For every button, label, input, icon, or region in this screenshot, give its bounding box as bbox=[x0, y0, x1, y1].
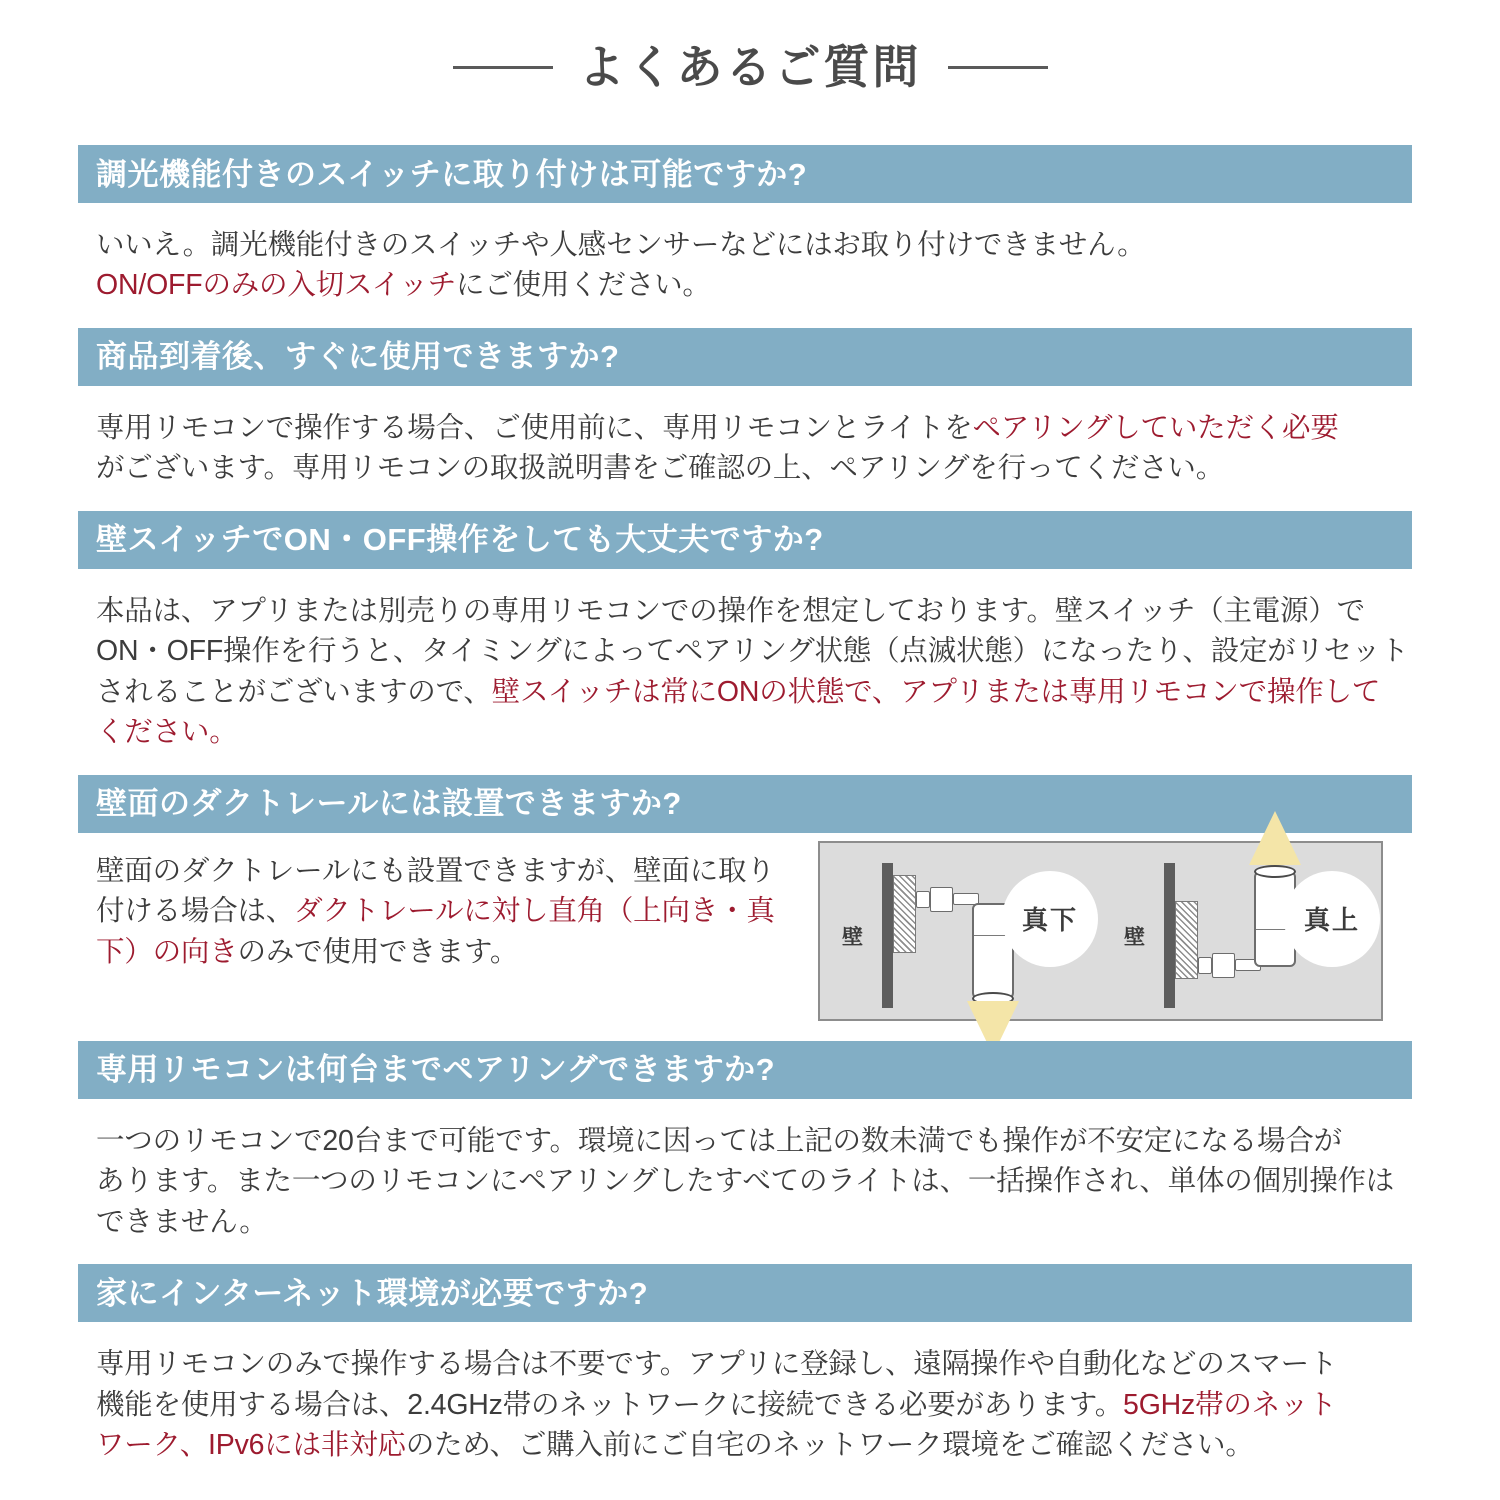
answer-highlight-text: ください。 bbox=[96, 716, 238, 749]
faq-question-bar[interactable] bbox=[78, 328, 1412, 386]
answer-text: ON・OFF操作を行うと、タイミングによってペアリング状態（点滅状態）になったり、設定がリセット bbox=[96, 635, 1409, 668]
answer-text: 壁面のダクトレールにも設置できますが、壁面に取り bbox=[96, 854, 775, 887]
fixture-lens bbox=[1254, 865, 1296, 878]
faq-answer-block bbox=[78, 1322, 1412, 1465]
faq-answer-text-block bbox=[96, 225, 1412, 306]
faq-question-bar[interactable] bbox=[78, 775, 1412, 833]
direction-badge bbox=[1284, 871, 1380, 967]
faq-answer-text-block bbox=[96, 1121, 1412, 1242]
answer-line bbox=[96, 672, 1412, 712]
answer-text: にご使用ください。 bbox=[456, 269, 711, 302]
faq-answer-text-block bbox=[96, 408, 1412, 489]
answer-text: のみで使用できます。 bbox=[237, 935, 519, 968]
answer-line bbox=[96, 932, 818, 972]
faq-question-bar[interactable] bbox=[78, 145, 1412, 203]
answer-line bbox=[96, 631, 1412, 671]
answer-line bbox=[96, 712, 1412, 752]
answer-highlight-text: ダクトレールに対し直角（上向き・真 bbox=[294, 895, 775, 928]
wall-label: 壁 bbox=[1124, 925, 1146, 949]
wall-label: 壁 bbox=[842, 925, 864, 949]
answer-line bbox=[96, 1425, 1412, 1465]
rail-adapter-body bbox=[1212, 953, 1235, 978]
faq-list bbox=[78, 145, 1412, 1488]
answer-line bbox=[96, 1161, 1412, 1201]
faq-question-text: 家にインターネット環境が必要ですか? bbox=[96, 1275, 649, 1311]
answer-highlight-text: 下）の向き bbox=[96, 935, 238, 968]
answer-line bbox=[96, 591, 1412, 631]
faq-answer-block bbox=[78, 386, 1412, 489]
mounting-diagram-scene bbox=[820, 843, 1102, 1019]
mounting-diagram-scene bbox=[1102, 843, 1384, 1019]
page-title-group bbox=[0, 41, 1500, 93]
answer-line bbox=[96, 1121, 1412, 1161]
rail-adapter-cap bbox=[916, 891, 930, 908]
faq-item[interactable] bbox=[78, 1041, 1412, 1242]
answer-text: のため、ご購入前にご自宅のネットワーク環境をご確認ください。 bbox=[405, 1429, 1254, 1462]
faq-question-text: 壁面のダクトレールには設置できますか? bbox=[96, 786, 682, 822]
answer-line bbox=[96, 448, 1412, 488]
faq-answer-block bbox=[78, 569, 1412, 753]
faq-item[interactable] bbox=[78, 1264, 1412, 1465]
direction-label: 真上 bbox=[1303, 905, 1360, 936]
answer-highlight-text: 壁スイッチは常にONの状態で、アプリまたは専用リモコンで操作して bbox=[491, 675, 1381, 708]
wall-mounting-illustration bbox=[818, 841, 1383, 1021]
answer-line bbox=[96, 408, 1412, 448]
answer-line bbox=[96, 265, 1412, 305]
duct-rail bbox=[1175, 901, 1198, 979]
direction-badge bbox=[1002, 871, 1098, 967]
answer-line bbox=[96, 851, 818, 891]
faq-item[interactable] bbox=[78, 775, 1412, 1021]
answer-highlight-text: 5GHz帯のネット bbox=[1123, 1388, 1337, 1421]
answer-text: 一つのリモコンで20台まで可能です。環境に因っては上記の数未満でも操作が不安定になる場合が bbox=[96, 1124, 1342, 1157]
answer-text: がございます。専用リモコンの取扱説明書をご確認の上、ペアリングを行ってください。 bbox=[96, 452, 1225, 485]
answer-text: 機能を使用する場合は、2.4GHz帯のネットワークに接続できる必要があります。 bbox=[96, 1388, 1124, 1421]
light-beam bbox=[1249, 811, 1301, 865]
answer-line bbox=[96, 891, 818, 931]
faq-item[interactable] bbox=[78, 328, 1412, 489]
answer-highlight-text: ワーク、IPv6には非対応 bbox=[96, 1429, 406, 1462]
wall-surface bbox=[882, 863, 893, 1008]
wall-surface bbox=[1164, 863, 1175, 1008]
faq-answer-block bbox=[78, 203, 1412, 306]
faq-question-text: 商品到着後、すぐに使用できますか? bbox=[96, 339, 620, 375]
faq-question-text: 壁スイッチでON・OFF操作をしても大丈夫ですか? bbox=[96, 522, 824, 558]
faq-answer-text-block bbox=[96, 1344, 1412, 1465]
direction-label: 真下 bbox=[1021, 905, 1078, 936]
faq-answer-text-block bbox=[78, 833, 818, 972]
faq-item[interactable] bbox=[78, 511, 1412, 753]
faq-answer-with-figure bbox=[78, 833, 1412, 1021]
faq-answer-text-block bbox=[96, 591, 1412, 753]
rail-adapter-body bbox=[930, 887, 953, 912]
faq-question-text: 専用リモコンは何台までペアリングできますか? bbox=[96, 1052, 776, 1088]
answer-text: できません。 bbox=[96, 1205, 268, 1238]
faq-question-bar[interactable] bbox=[78, 1041, 1412, 1099]
answer-text: あります。また一つのリモコンにペアリングしたすべてのライトは、一括操作され、単体の個別操作は bbox=[96, 1165, 1395, 1198]
answer-line bbox=[96, 225, 1412, 265]
answer-highlight-text: ペアリングしていただく必要 bbox=[972, 411, 1339, 444]
faq-answer-block bbox=[78, 1099, 1412, 1242]
title-rule-right bbox=[948, 66, 1048, 69]
faq-question-bar[interactable] bbox=[78, 511, 1412, 569]
answer-line bbox=[96, 1344, 1412, 1384]
answer-line bbox=[96, 1202, 1412, 1242]
faq-question-bar[interactable] bbox=[78, 1264, 1412, 1322]
answer-text: 本品は、アプリまたは別売りの専用リモコンでの操作を想定しております。壁スイッチ（主電源）で bbox=[96, 594, 1365, 627]
faq-question-text: 調光機能付きのスイッチに取り付けは可能ですか? bbox=[96, 156, 808, 192]
answer-line bbox=[96, 1385, 1412, 1425]
rail-adapter-cap bbox=[1198, 957, 1212, 974]
duct-rail bbox=[893, 875, 916, 953]
answer-text: いいえ。調光機能付きのスイッチや人感センサーなどにはお取り付けできません。 bbox=[96, 229, 1146, 261]
answer-text: 付ける場合は、 bbox=[96, 895, 295, 928]
answer-highlight-text: ON/OFFのみの入切スイッチ bbox=[96, 269, 457, 302]
answer-text: 専用リモコンのみで操作する場合は不要です。アプリに登録し、遠隔操作や自動化などのスマート bbox=[96, 1348, 1338, 1381]
answer-text: されることがございますので、 bbox=[96, 675, 492, 708]
page-title: よくあるご質問 bbox=[578, 41, 922, 93]
answer-text: 専用リモコンで操作する場合、ご使用前に、専用リモコンとライトを bbox=[96, 411, 973, 444]
faq-item[interactable] bbox=[78, 145, 1412, 306]
title-rule-left bbox=[453, 66, 553, 69]
